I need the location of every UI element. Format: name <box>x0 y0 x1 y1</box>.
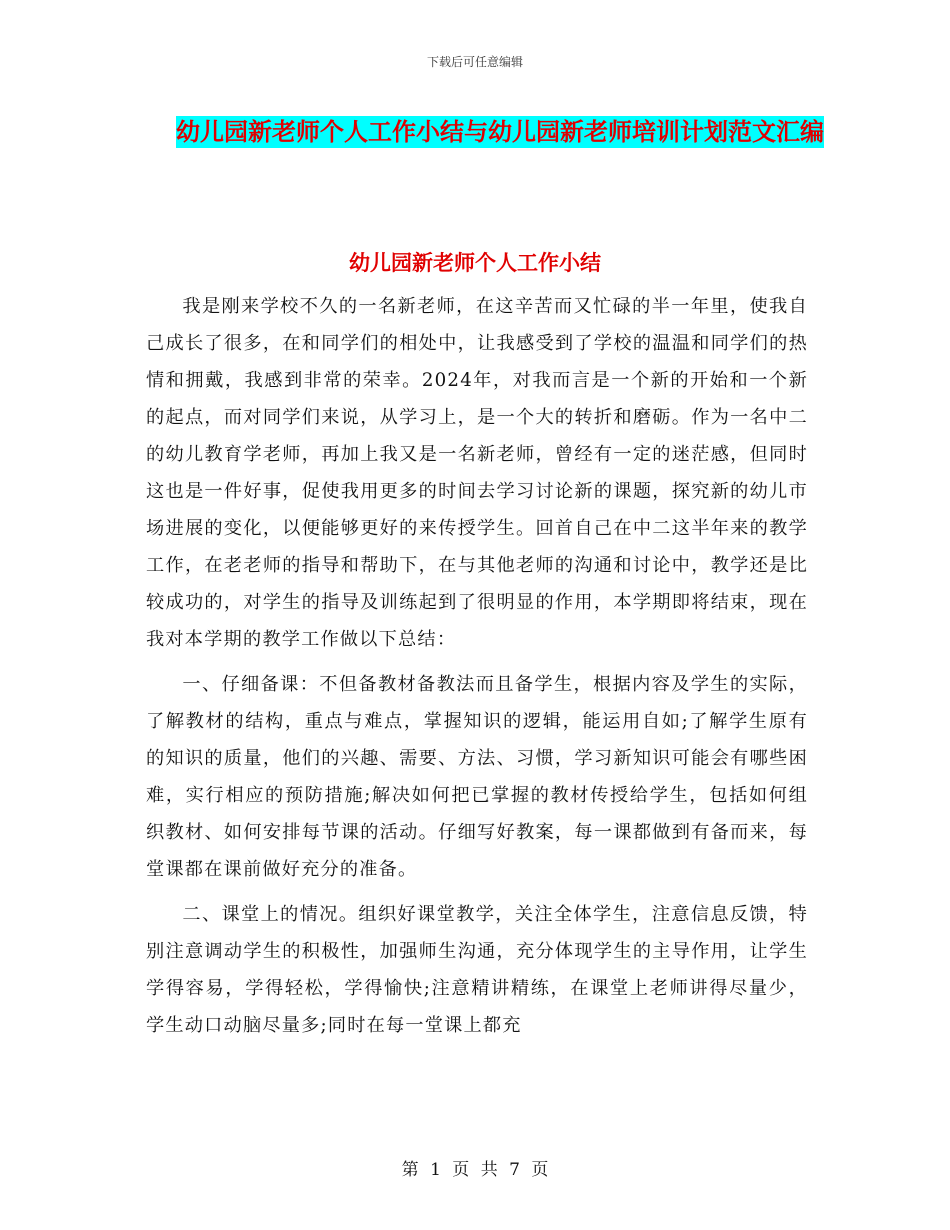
section-title: 幼儿园新老师个人工作小结 <box>349 251 601 275</box>
paragraph-preparation: 一、仔细备课：不但备教材备教法而且备学生，根据内容及学生的实际，了解教材的结构，重点与难点，掌握知识的逻辑，能运用自如;了解学生原有的知识的质量，他们的兴趣、需要、方法、习惯，学习新知识可能会有哪些困难，实行相应的预防措施;解决如何把已掌握的教材传授给学生，包括如何组织教材、如何安排每节课的活动。仔细写好教案，每一课都做到有备而来，每堂课都在课前做好充分的准备。 <box>146 674 808 880</box>
document-title-text: 幼儿园新老师个人工作小结与幼儿园新老师培训计划范文汇编 <box>176 118 824 146</box>
document-body <box>146 288 808 1052</box>
page-number: 第 1 页 共 7 页 <box>401 1160 549 1180</box>
paragraph-intro: 我是刚来学校不久的一名新老师，在这辛苦而又忙碌的半一年里，使我自己成长了很多，在和同学们的相处中，让我感受到了学校的温温和同学们的热情和拥戴，我感到非常的荣幸。2024年，对我而言是一个新的开始和一个新的起点，而对同学们来说，从学习上，是一个大的转折和磨砺。作为一名中二的幼儿教育学老师，再加上我又是一名新老师，曾经有一定的迷茫感，但同时这也是一件好事，促使我用更多的时间去学习讨论新的课题，探究新的幼儿市场进展的变化，以便能够更好的来传授学生。回首自己在中二这半年来的教学工作，在老老师的指导和帮助下，在与其他老师的沟通和讨论中，教学还是比较成功的，对学生的指导及训练起到了很明显的作用，本学期即将结束，现在我对本学期的教学工作做以下总结： <box>146 296 808 650</box>
paragraph-classroom: 二、课堂上的情况。组织好课堂教学，关注全体学生，注意信息反馈，特别注意调动学生的积极性，加强师生沟通，充分体现学生的主导作用，让学生学得容易，学得轻松，学得愉快;注意精讲精练，在课堂上老师讲得尽量少，学生动口动脑尽量多;同时在每一堂课上都充 <box>146 904 808 1036</box>
document-title <box>140 108 860 156</box>
header-note: 下载后可任意编辑 <box>426 55 523 69</box>
